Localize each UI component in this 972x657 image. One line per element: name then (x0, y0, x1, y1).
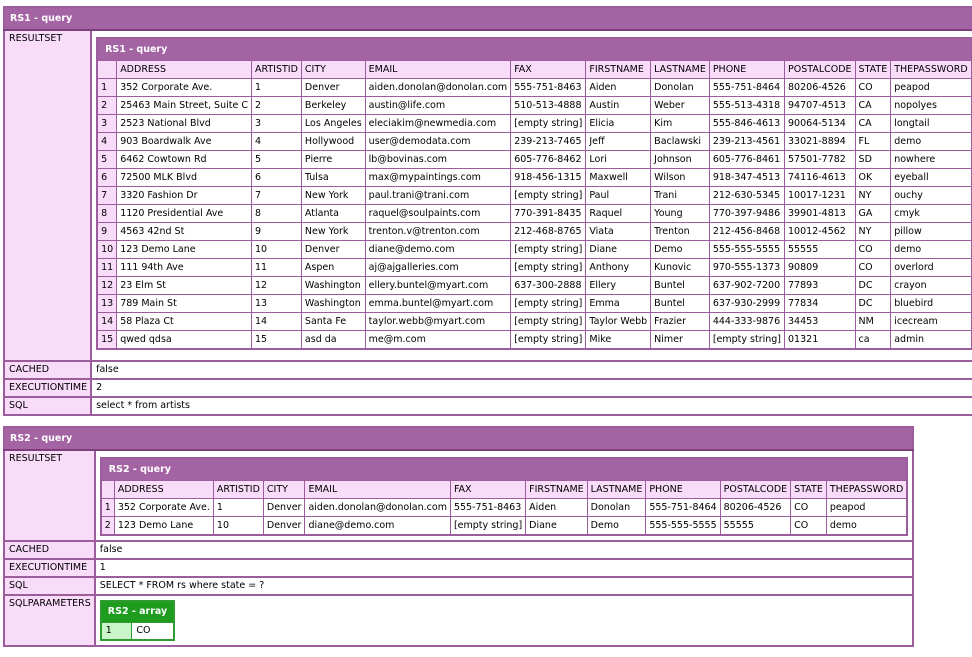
table-cell: Tulsa (301, 169, 365, 187)
table-row (97, 277, 972, 295)
table-cell: 7 (251, 187, 301, 205)
table-cell: 74116-4613 (785, 169, 856, 187)
rs2-key-cached[interactable]: CACHED (4, 541, 95, 559)
table-cell: SD (855, 151, 891, 169)
table-cell: Lori (586, 151, 651, 169)
table-row (97, 97, 972, 115)
table-cell: peapod (891, 79, 972, 97)
rs2-column-header[interactable]: FIRSTNAME (526, 481, 588, 499)
table-cell: 25463 Main Street, Suite C (117, 97, 252, 115)
table-cell: 94707-4513 (785, 97, 856, 115)
table-cell: Denver (263, 499, 305, 517)
rs1-column-header[interactable]: ARTISTID (251, 61, 301, 79)
table-cell: demo (891, 133, 972, 151)
table-row (97, 151, 972, 169)
table-cell: 39901-4813 (785, 205, 856, 223)
table-cell: 239-213-7465 (511, 133, 586, 151)
table-cell: 2 (251, 97, 301, 115)
rs2-sql-value: SELECT * FROM rs where state = ? (95, 577, 913, 595)
table-row (97, 133, 972, 151)
table-cell: Young (651, 205, 710, 223)
table-cell: Denver (301, 241, 365, 259)
table-cell: Hollywood (301, 133, 365, 151)
table-cell: diane@demo.com (365, 241, 511, 259)
table-cell: 1 (251, 79, 301, 97)
rs1-column-header[interactable]: EMAIL (365, 61, 511, 79)
table-cell: Donolan (651, 79, 710, 97)
table-cell: DC (855, 277, 891, 295)
table-row (97, 205, 972, 223)
row-number[interactable]: 1 (97, 79, 117, 97)
rs2-table-body (101, 499, 907, 536)
table-cell: New York (301, 223, 365, 241)
rs2-key-executiontime[interactable]: EXECUTIONTIME (4, 559, 95, 577)
rs1-column-header[interactable]: THEPASSWORD (891, 61, 972, 79)
table-cell: Anthony (586, 259, 651, 277)
table-cell: Emma (586, 295, 651, 313)
rs2-column-header[interactable]: ADDRESS (114, 481, 213, 499)
table-cell: 789 Main St (117, 295, 252, 313)
table-cell: FL (855, 133, 891, 151)
table-cell: 90809 (785, 259, 856, 277)
table-cell: Los Angeles (301, 115, 365, 133)
rs2-column-header[interactable]: CITY (263, 481, 305, 499)
rs1-column-header[interactable]: CITY (301, 61, 365, 79)
table-cell: CA (855, 97, 891, 115)
table-cell: 77893 (785, 277, 856, 295)
table-cell: [empty string] (709, 331, 784, 350)
table-cell: CO (855, 79, 891, 97)
table-cell: DC (855, 295, 891, 313)
table-cell: 6 (251, 169, 301, 187)
rs1-resultset-cell (91, 30, 972, 361)
table-cell: eyeball (891, 169, 972, 187)
table-cell: Baclawski (651, 133, 710, 151)
table-row (97, 313, 972, 331)
table-cell: Kim (651, 115, 710, 133)
table-cell: [empty string] (511, 115, 586, 133)
table-cell: ouchy (891, 187, 972, 205)
table-cell: 23 Elm St (117, 277, 252, 295)
table-cell: Frazier (651, 313, 710, 331)
table-cell: paul.trani@trani.com (365, 187, 511, 205)
rs1-query-table (96, 37, 972, 350)
table-cell: 1 (213, 499, 263, 517)
table-cell: eleciakim@newmedia.com (365, 115, 511, 133)
table-cell: Aiden (526, 499, 588, 517)
table-cell: Diane (586, 241, 651, 259)
table-cell: nopolyes (891, 97, 972, 115)
table-cell: Pierre (301, 151, 365, 169)
table-cell: [empty string] (511, 295, 586, 313)
table-row (97, 115, 972, 133)
table-cell: nowhere (891, 151, 972, 169)
table-cell: 605-776-8461 (709, 151, 784, 169)
row-number[interactable]: 1 (101, 499, 115, 517)
table-cell: 123 Demo Lane (114, 517, 213, 536)
table-cell: 10012-4562 (785, 223, 856, 241)
table-cell: Diane (526, 517, 588, 536)
table-cell: 212-630-5345 (709, 187, 784, 205)
rs2-column-header[interactable]: EMAIL (305, 481, 451, 499)
rs1-row-number-header (97, 61, 117, 79)
table-cell: Demo (651, 241, 710, 259)
table-cell: Trani (651, 187, 710, 205)
table-cell: 970-555-1373 (709, 259, 784, 277)
rs1-key-cached[interactable]: CACHED (4, 361, 91, 379)
rs1-column-header[interactable]: ADDRESS (117, 61, 252, 79)
table-row (97, 79, 972, 97)
table-cell: Nimer (651, 331, 710, 350)
rs2-row-number-header (101, 481, 115, 499)
rs1-key-sql[interactable]: SQL (4, 397, 91, 415)
table-cell: 555-751-8463 (450, 499, 525, 517)
table-cell: 555-846-4613 (709, 115, 784, 133)
rs1-column-header[interactable]: STATE (855, 61, 891, 79)
table-cell: 11 (251, 259, 301, 277)
table-cell: 3320 Fashion Dr (117, 187, 252, 205)
table-cell: 918-456-1315 (511, 169, 586, 187)
table-cell: 918-347-4513 (709, 169, 784, 187)
rs1-executiontime-value: 2 (91, 379, 972, 397)
table-cell: 5 (251, 151, 301, 169)
table-row (97, 187, 972, 205)
table-cell: Aspen (301, 259, 365, 277)
table-cell: 10 (213, 517, 263, 536)
rs1-table-body (97, 79, 972, 350)
rs2-column-header[interactable]: STATE (791, 481, 827, 499)
row-number[interactable]: 2 (101, 517, 115, 536)
table-cell: Santa Fe (301, 313, 365, 331)
table-cell: Washington (301, 295, 365, 313)
rs1-query-title[interactable]: RS1 - query (97, 38, 972, 61)
table-cell: pillow (891, 223, 972, 241)
table-cell: Washington (301, 277, 365, 295)
table-cell: Elicia (586, 115, 651, 133)
table-cell: [empty string] (511, 331, 586, 350)
table-cell: Paul (586, 187, 651, 205)
table-cell: taylor.webb@myart.com (365, 313, 511, 331)
table-cell: crayon (891, 277, 972, 295)
table-cell: Donolan (587, 499, 646, 517)
table-cell: cmyk (891, 205, 972, 223)
table-cell: 637-930-2999 (709, 295, 784, 313)
table-cell: Maxwell (586, 169, 651, 187)
rs2-column-header[interactable]: THEPASSWORD (826, 481, 907, 499)
table-row (97, 223, 972, 241)
table-cell: ellery.buntel@myart.com (365, 277, 511, 295)
row-number[interactable]: 14 (97, 313, 117, 331)
rs2-column-header[interactable]: PHONE (646, 481, 720, 499)
table-cell: longtail (891, 115, 972, 133)
rs1-column-header[interactable]: FAX (511, 61, 586, 79)
table-cell: ca (855, 331, 891, 350)
table-row (97, 241, 972, 259)
table-cell: asd da (301, 331, 365, 350)
table-cell: austin@life.com (365, 97, 511, 115)
rs2-dump-title[interactable]: RS2 - query (4, 427, 913, 450)
table-cell: NM (855, 313, 891, 331)
rs1-sql-value: select * from artists (96, 400, 190, 411)
table-cell: 6462 Cowtown Rd (117, 151, 252, 169)
table-cell: 10 (251, 241, 301, 259)
table-cell: 77834 (785, 295, 856, 313)
rs2-column-header-row (101, 481, 907, 499)
table-cell: aiden.donolan@donolan.com (305, 499, 451, 517)
table-cell: 80206-4526 (720, 499, 791, 517)
table-cell: 55555 (785, 241, 856, 259)
table-cell: qwed qdsa (117, 331, 252, 350)
table-cell: 212-456-8468 (709, 223, 784, 241)
table-cell: diane@demo.com (305, 517, 451, 536)
table-cell: 2523 National Blvd (117, 115, 252, 133)
row-number[interactable]: 2 (97, 97, 117, 115)
table-cell: 55555 (720, 517, 791, 536)
table-cell: 770-397-9486 (709, 205, 784, 223)
row-number[interactable]: 10 (97, 241, 117, 259)
table-cell: Kunovic (651, 259, 710, 277)
table-cell: me@m.com (365, 331, 511, 350)
table-cell: Mike (586, 331, 651, 350)
table-cell: CO (791, 517, 827, 536)
table-cell: 555-751-8464 (646, 499, 720, 517)
rs1-column-header[interactable]: PHONE (709, 61, 784, 79)
table-cell: 15 (251, 331, 301, 350)
rs2-column-header[interactable]: ARTISTID (213, 481, 263, 499)
table-row (97, 169, 972, 187)
table-cell: GA (855, 205, 891, 223)
table-cell: 555-555-5555 (646, 517, 720, 536)
table-cell: 903 Boardwalk Ave (117, 133, 252, 151)
table-cell: CA (855, 115, 891, 133)
row-number[interactable]: 8 (97, 205, 117, 223)
table-cell: 80206-4526 (785, 79, 856, 97)
table-cell: 123 Demo Lane (117, 241, 252, 259)
table-cell: Weber (651, 97, 710, 115)
table-cell: 555-555-5555 (709, 241, 784, 259)
array-item (101, 623, 174, 641)
rs1-key-executiontime[interactable]: EXECUTIONTIME (4, 379, 91, 397)
rs1-cached-value: false (91, 361, 972, 379)
table-cell: 4 (251, 133, 301, 151)
table-cell: Ellery (586, 277, 651, 295)
rs1-column-header[interactable]: POSTALCODE (785, 61, 856, 79)
table-cell: demo (891, 241, 972, 259)
table-row (101, 517, 907, 536)
table-cell: Denver (263, 517, 305, 536)
table-cell: Raquel (586, 205, 651, 223)
table-cell: 555-751-8463 (511, 79, 586, 97)
table-row (97, 331, 972, 350)
row-number[interactable]: 6 (97, 169, 117, 187)
table-row (97, 295, 972, 313)
table-cell: 1120 Presidential Ave (117, 205, 252, 223)
rs2-column-header[interactable]: POSTALCODE (720, 481, 791, 499)
table-cell: OK (855, 169, 891, 187)
table-cell: demo (826, 517, 907, 536)
table-cell: 637-300-2888 (511, 277, 586, 295)
rs2-dump (3, 426, 914, 647)
table-cell: 34453 (785, 313, 856, 331)
table-cell: CO (855, 259, 891, 277)
table-cell: 9 (251, 223, 301, 241)
rs2-column-header[interactable]: LASTNAME (587, 481, 646, 499)
table-cell: 444-333-9876 (709, 313, 784, 331)
table-cell: max@mypaintings.com (365, 169, 511, 187)
rs1-dump-title[interactable]: RS1 - query (4, 7, 972, 30)
table-cell: 13 (251, 295, 301, 313)
rs1-dump (3, 6, 972, 416)
rs2-key-sqlparameters[interactable]: SQLPARAMETERS (4, 595, 95, 646)
table-cell: Johnson (651, 151, 710, 169)
table-cell: 90064-5134 (785, 115, 856, 133)
table-cell: [empty string] (511, 241, 586, 259)
table-cell: emma.buntel@myart.com (365, 295, 511, 313)
table-cell: 3 (251, 115, 301, 133)
table-cell: 33021-8894 (785, 133, 856, 151)
table-cell: 58 Plaza Ct (117, 313, 252, 331)
rs2-sqlparameters-cell (95, 595, 913, 646)
rs2-key-sql[interactable]: SQL (4, 577, 95, 595)
table-cell: 01321 (785, 331, 856, 350)
table-cell: Austin (586, 97, 651, 115)
rs2-resultset-cell (95, 450, 913, 541)
table-cell: 212-468-8765 (511, 223, 586, 241)
table-cell: Berkeley (301, 97, 365, 115)
row-number[interactable]: 4 (97, 133, 117, 151)
table-cell: 239-213-4561 (709, 133, 784, 151)
table-cell: aiden.donolan@donolan.com (365, 79, 511, 97)
table-cell: 510-513-4888 (511, 97, 586, 115)
table-cell: 770-391-8435 (511, 205, 586, 223)
table-cell: New York (301, 187, 365, 205)
table-cell: CO (791, 499, 827, 517)
table-cell: NY (855, 223, 891, 241)
table-cell: 605-776-8462 (511, 151, 586, 169)
rs2-column-header[interactable]: FAX (450, 481, 525, 499)
table-cell: lb@bovinas.com (365, 151, 511, 169)
table-cell: Demo (587, 517, 646, 536)
table-cell: 352 Corporate Ave. (117, 79, 252, 97)
table-cell: Buntel (651, 277, 710, 295)
rs2-key-resultset[interactable]: RESULTSET (4, 450, 95, 541)
table-cell: [empty string] (450, 517, 525, 536)
table-cell: [empty string] (511, 187, 586, 205)
rs1-column-header[interactable]: LASTNAME (651, 61, 710, 79)
row-number[interactable]: 3 (97, 115, 117, 133)
table-cell: 352 Corporate Ave. (114, 499, 213, 517)
table-cell: 72500 MLK Blvd (117, 169, 252, 187)
row-number[interactable]: 15 (97, 331, 117, 350)
table-cell: peapod (826, 499, 907, 517)
row-number[interactable]: 7 (97, 187, 117, 205)
table-cell: [empty string] (511, 313, 586, 331)
table-cell: 111 94th Ave (117, 259, 252, 277)
rs2-query-title[interactable]: RS2 - query (101, 458, 907, 481)
row-number[interactable]: 9 (97, 223, 117, 241)
table-cell: 555-513-4318 (709, 97, 784, 115)
row-number[interactable]: 12 (97, 277, 117, 295)
table-cell: 57501-7782 (785, 151, 856, 169)
row-number[interactable]: 11 (97, 259, 117, 277)
row-number[interactable]: 5 (97, 151, 117, 169)
table-cell: Denver (301, 79, 365, 97)
table-cell: 12 (251, 277, 301, 295)
table-cell: 555-751-8464 (709, 79, 784, 97)
table-cell: Wilson (651, 169, 710, 187)
table-cell: icecream (891, 313, 972, 331)
table-cell: 14 (251, 313, 301, 331)
rs1-column-header-row (97, 61, 972, 79)
table-cell: NY (855, 187, 891, 205)
table-cell: user@demodata.com (365, 133, 511, 151)
table-cell: Trenton (651, 223, 710, 241)
table-row (97, 259, 972, 277)
array-item-index[interactable]: 1 (101, 623, 132, 641)
table-cell: Buntel (651, 295, 710, 313)
rs2-params-array-title[interactable]: RS2 - array (101, 601, 174, 623)
table-row (101, 499, 907, 517)
table-cell: Aiden (586, 79, 651, 97)
table-cell: overlord (891, 259, 972, 277)
table-cell: Taylor Webb (586, 313, 651, 331)
table-cell: Viata (586, 223, 651, 241)
table-cell: bluebird (891, 295, 972, 313)
table-cell: CO (855, 241, 891, 259)
rs1-key-resultset[interactable]: RESULTSET (4, 30, 91, 361)
rs2-cached-value: false (95, 541, 913, 559)
table-cell: aj@ajgalleries.com (365, 259, 511, 277)
table-cell: [empty string] (511, 259, 586, 277)
array-item-value: CO (132, 623, 174, 641)
rs1-column-header[interactable]: FIRSTNAME (586, 61, 651, 79)
rs2-params-array-body (101, 623, 174, 641)
table-cell: 637-902-7200 (709, 277, 784, 295)
table-cell: admin (891, 331, 972, 350)
table-cell: 8 (251, 205, 301, 223)
rs2-executiontime-value: 1 (95, 559, 913, 577)
table-cell: 4563 42nd St (117, 223, 252, 241)
table-cell: Atlanta (301, 205, 365, 223)
table-cell: Jeff (586, 133, 651, 151)
rs2-query-table (100, 457, 908, 536)
rs2-params-array (100, 600, 175, 641)
row-number[interactable]: 13 (97, 295, 117, 313)
table-cell: raquel@soulpaints.com (365, 205, 511, 223)
table-cell: trenton.v@trenton.com (365, 223, 511, 241)
table-cell: 10017-1231 (785, 187, 856, 205)
